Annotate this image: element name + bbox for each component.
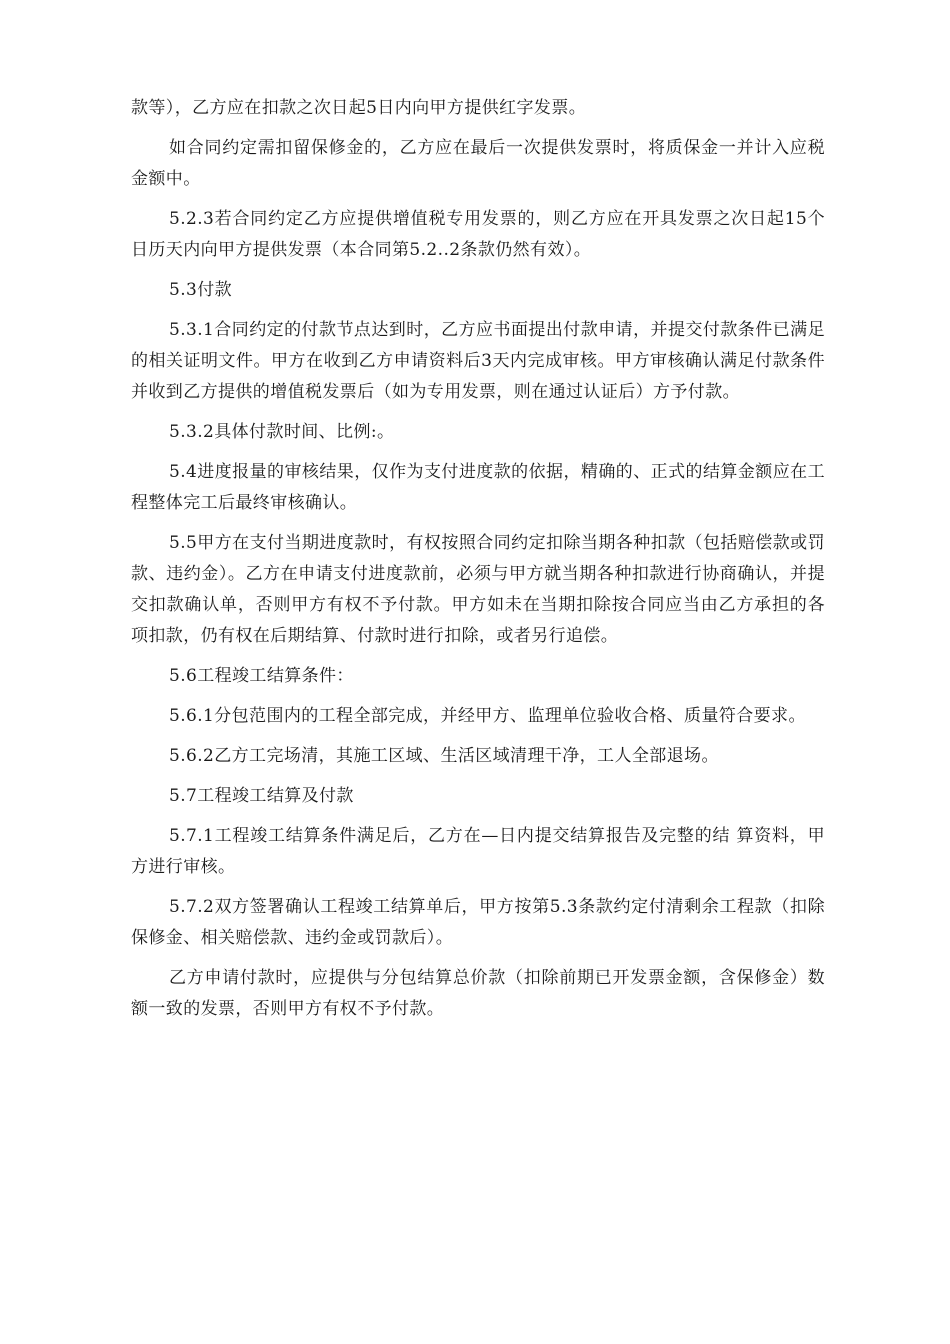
paragraph-5-3-2: 5.3.2具体付款时间、比例:。 bbox=[169, 422, 395, 442]
paragraph-invoice-red: 款等），乙方应在扣款之次日起5日内向甲方提供红字发票。 bbox=[131, 98, 587, 118]
paragraph-5-2-3: 5.2.3若合同约定乙方应提供增值税专用发票的，则乙方应在开具发票之次日起15个日历天内向甲方提供发票（本合同第5.2..2条款仍然有效）。 bbox=[131, 209, 825, 260]
paragraph-5-5: 5.5甲方在支付当期进度款时，有权按照合同约定扣除当期各种扣款（包括赔偿款或罚款、违约金）。乙方在申请支付进度款前，必须与甲方就当期各种扣款进行协商确认，并提交扣款确认单，否则甲方有权不予付款。甲方如未在当期扣除按合同应当由乙方承担的各项扣款，仍有权在后期结算、付款时进行扣除，或者另行追偿。 bbox=[131, 533, 825, 646]
heading-5-6: 5.6工程竣工结算条件： bbox=[169, 666, 354, 686]
paragraph-5-6-1: 5.6.1分包范围内的工程全部完成，并经甲方、监理单位验收合格、质量符合要求。 bbox=[169, 706, 806, 726]
paragraph-5-4: 5.4进度报量的审核结果，仅作为支付进度款的依据，精确的、正式的结算金额应在工程整体完工后最终审核确认。 bbox=[131, 462, 825, 513]
paragraph-5-6-2: 5.6.2乙方工完场清，其施工区域、生活区域清理干净，工人全部退场。 bbox=[169, 746, 719, 766]
paragraph-5-3-1: 5.3.1合同约定的付款节点达到时，乙方应书面提出付款申请，并提交付款条件已满足的相关证明文件。甲方在收到乙方申请资料后3天内完成审核。甲方审核确认满足付款条件并收到乙方提供的增值税发票后（如为专用发票，则在通过认证后）方予付款。 bbox=[131, 320, 825, 402]
paragraph-warranty-deposit: 如合同约定需扣留保修金的，乙方应在最后一次提供发票时，将质保金一并计入应税金额中。 bbox=[131, 138, 825, 189]
paragraph-invoice-requirement: 乙方申请付款时，应提供与分包结算总价款（扣除前期已开发票金额，含保修金）数额一致的发票，否则甲方有权不予付款。 bbox=[131, 968, 825, 1019]
document-page bbox=[131, 93, 825, 1034]
paragraph-5-7-2: 5.7.2双方签署确认工程竣工结算单后，甲方按第5.3条款约定付清剩余工程款（扣除保修金、相关赔偿款、违约金或罚款后）。 bbox=[131, 897, 825, 948]
paragraph-5-7-1: 5.7.1工程竣工结算条件满足后，乙方在—日内提交结算报告及完整的结 算资料，甲方进行审核。 bbox=[131, 826, 825, 877]
heading-5-3-payment: 5.3付款 bbox=[169, 280, 233, 300]
heading-5-7: 5.7工程竣工结算及付款 bbox=[169, 786, 354, 806]
